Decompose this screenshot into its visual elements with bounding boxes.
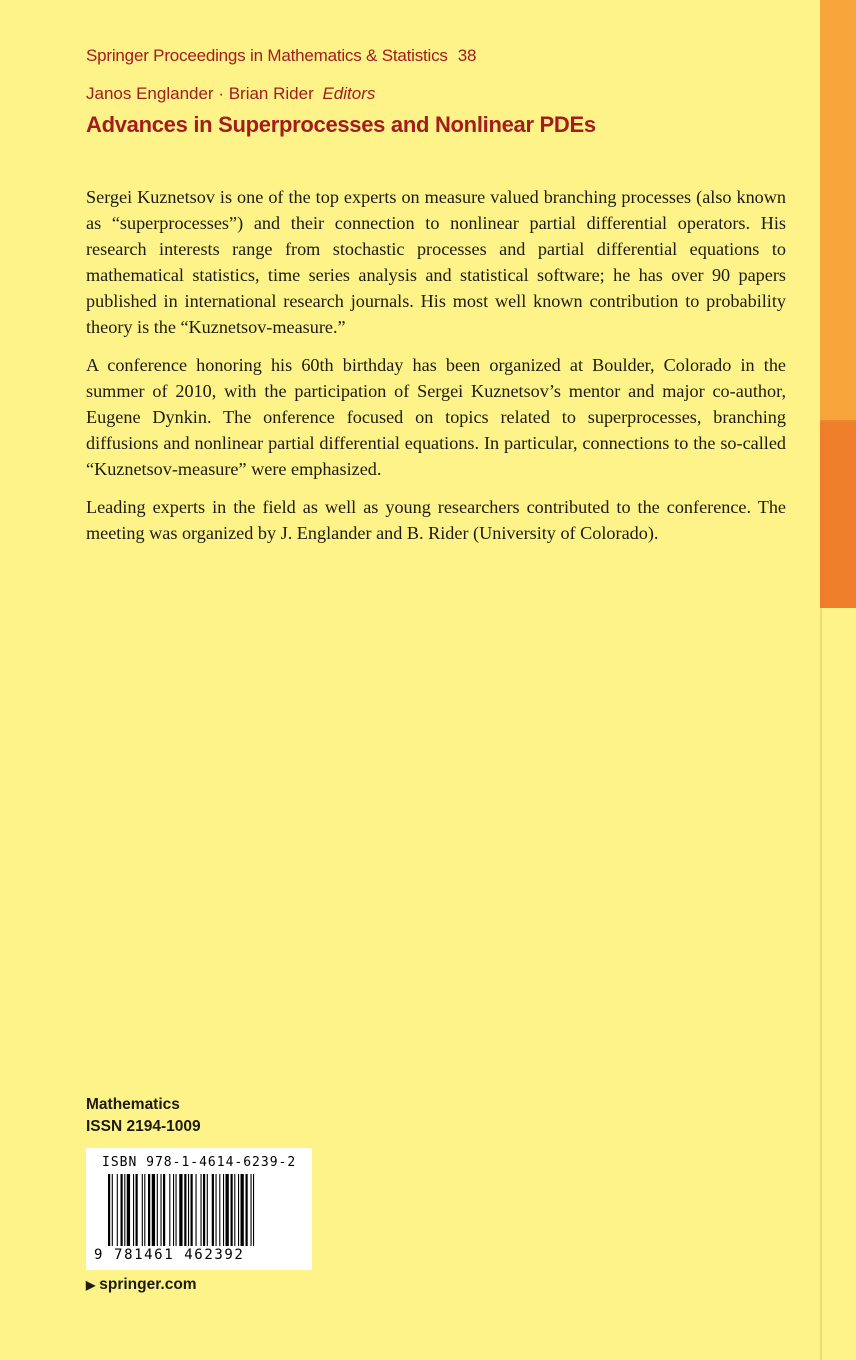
springer-link[interactable] xyxy=(86,1276,197,1294)
barcode-bar xyxy=(179,1174,182,1246)
barcode-bar xyxy=(251,1174,252,1246)
barcode-bar xyxy=(207,1174,208,1246)
series-line xyxy=(86,46,476,66)
triangle-right-icon: ▶ xyxy=(86,1278,96,1292)
barcode-bar xyxy=(152,1174,155,1246)
barcode-bar xyxy=(246,1174,248,1246)
blurb xyxy=(86,184,786,558)
barcode-bar xyxy=(142,1174,143,1246)
issn-label: ISSN 2194-1009 xyxy=(86,1118,201,1135)
isbn-barcode xyxy=(86,1148,312,1270)
subject-label: Mathematics xyxy=(86,1096,180,1113)
barcode-bars xyxy=(108,1174,298,1252)
editor-names: Janos Englander · Brian Rider xyxy=(86,84,314,103)
barcode-bar xyxy=(241,1174,244,1246)
barcode-bar xyxy=(216,1174,217,1246)
series-title: Springer Proceedings in Mathematics & Statistics xyxy=(86,46,448,65)
barcode-bar xyxy=(203,1174,205,1246)
barcode-bar xyxy=(112,1174,113,1246)
barcode-bar xyxy=(226,1174,229,1246)
barcode-bar xyxy=(173,1174,174,1246)
barcode-bar xyxy=(157,1174,158,1246)
editors-line xyxy=(86,84,375,104)
barcode-bar xyxy=(163,1174,165,1246)
barcode-bar xyxy=(219,1174,220,1246)
barcode-bar xyxy=(184,1174,186,1246)
subject-block xyxy=(86,1094,201,1138)
barcode-bar xyxy=(238,1174,239,1246)
barcode-bar xyxy=(117,1174,118,1246)
barcode-bar xyxy=(161,1174,162,1246)
spine-stripe-yellow xyxy=(820,608,856,1360)
barcode-bar xyxy=(127,1174,130,1246)
editors-role: Editors xyxy=(322,84,376,103)
barcode-bar xyxy=(234,1174,235,1246)
barcode-bar xyxy=(176,1174,177,1246)
website-label: springer.com xyxy=(99,1276,197,1293)
barcode-bar xyxy=(144,1174,145,1246)
series-number: 38 xyxy=(457,46,477,65)
barcode-bar xyxy=(124,1174,125,1246)
barcode-bar xyxy=(188,1174,189,1246)
blurb-paragraph: A conference honoring his 60th birthday has been organized at Boulder, Colorado in the summer of 2010, with the participation of Sergei Kuznetsov’s mentor and major co-author, Eugene Dynkin. The onference focused on topics related to superprocesses, branching diffusions and nonlinear partial differential equations. In particular, connections to the so-called “Kuznetsov-measure” were emphasized. xyxy=(86,355,786,479)
barcode-bar xyxy=(133,1174,134,1246)
barcode-bar xyxy=(121,1174,123,1246)
isbn-text: ISBN 978-1-4614-6239-2 xyxy=(102,1155,297,1170)
barcode-bar xyxy=(169,1174,170,1246)
barcode-bar xyxy=(231,1174,233,1246)
barcode-bar xyxy=(253,1174,254,1246)
barcode-bar xyxy=(136,1174,138,1246)
barcode-bar xyxy=(191,1174,193,1246)
barcode-bar xyxy=(148,1174,150,1246)
blurb-paragraph: Leading experts in the field as well as young researchers contributed to the conference. The meeting was organized by J. Englander and B. Rider (University of Colorado). xyxy=(86,497,786,543)
barcode-bar xyxy=(223,1174,224,1246)
barcode-bar xyxy=(108,1174,110,1246)
spine-stripe-light-orange xyxy=(820,0,856,420)
barcode-bar xyxy=(212,1174,214,1246)
book-title: Advances in Superprocesses and Nonlinear PDEs xyxy=(86,112,596,137)
barcode-digits: 9 781461 462392 xyxy=(94,1247,245,1263)
barcode-bar xyxy=(196,1174,197,1246)
blurb-paragraph: Sergei Kuznetsov is one of the top experts on measure valued branching processes (also known as “superprocesses”) and their connection to nonlinear partial differential operators. His research interests range from stochastic processes and partial differential equations to mathematical statistics, time series analysis and statistical software; he has over 90 papers published in international research journals. His most well known contribution to probability theory is the “Kuznetsov-measure.” xyxy=(86,187,786,337)
barcode-bar xyxy=(201,1174,202,1246)
spine-stripe-dark-orange xyxy=(820,422,856,608)
